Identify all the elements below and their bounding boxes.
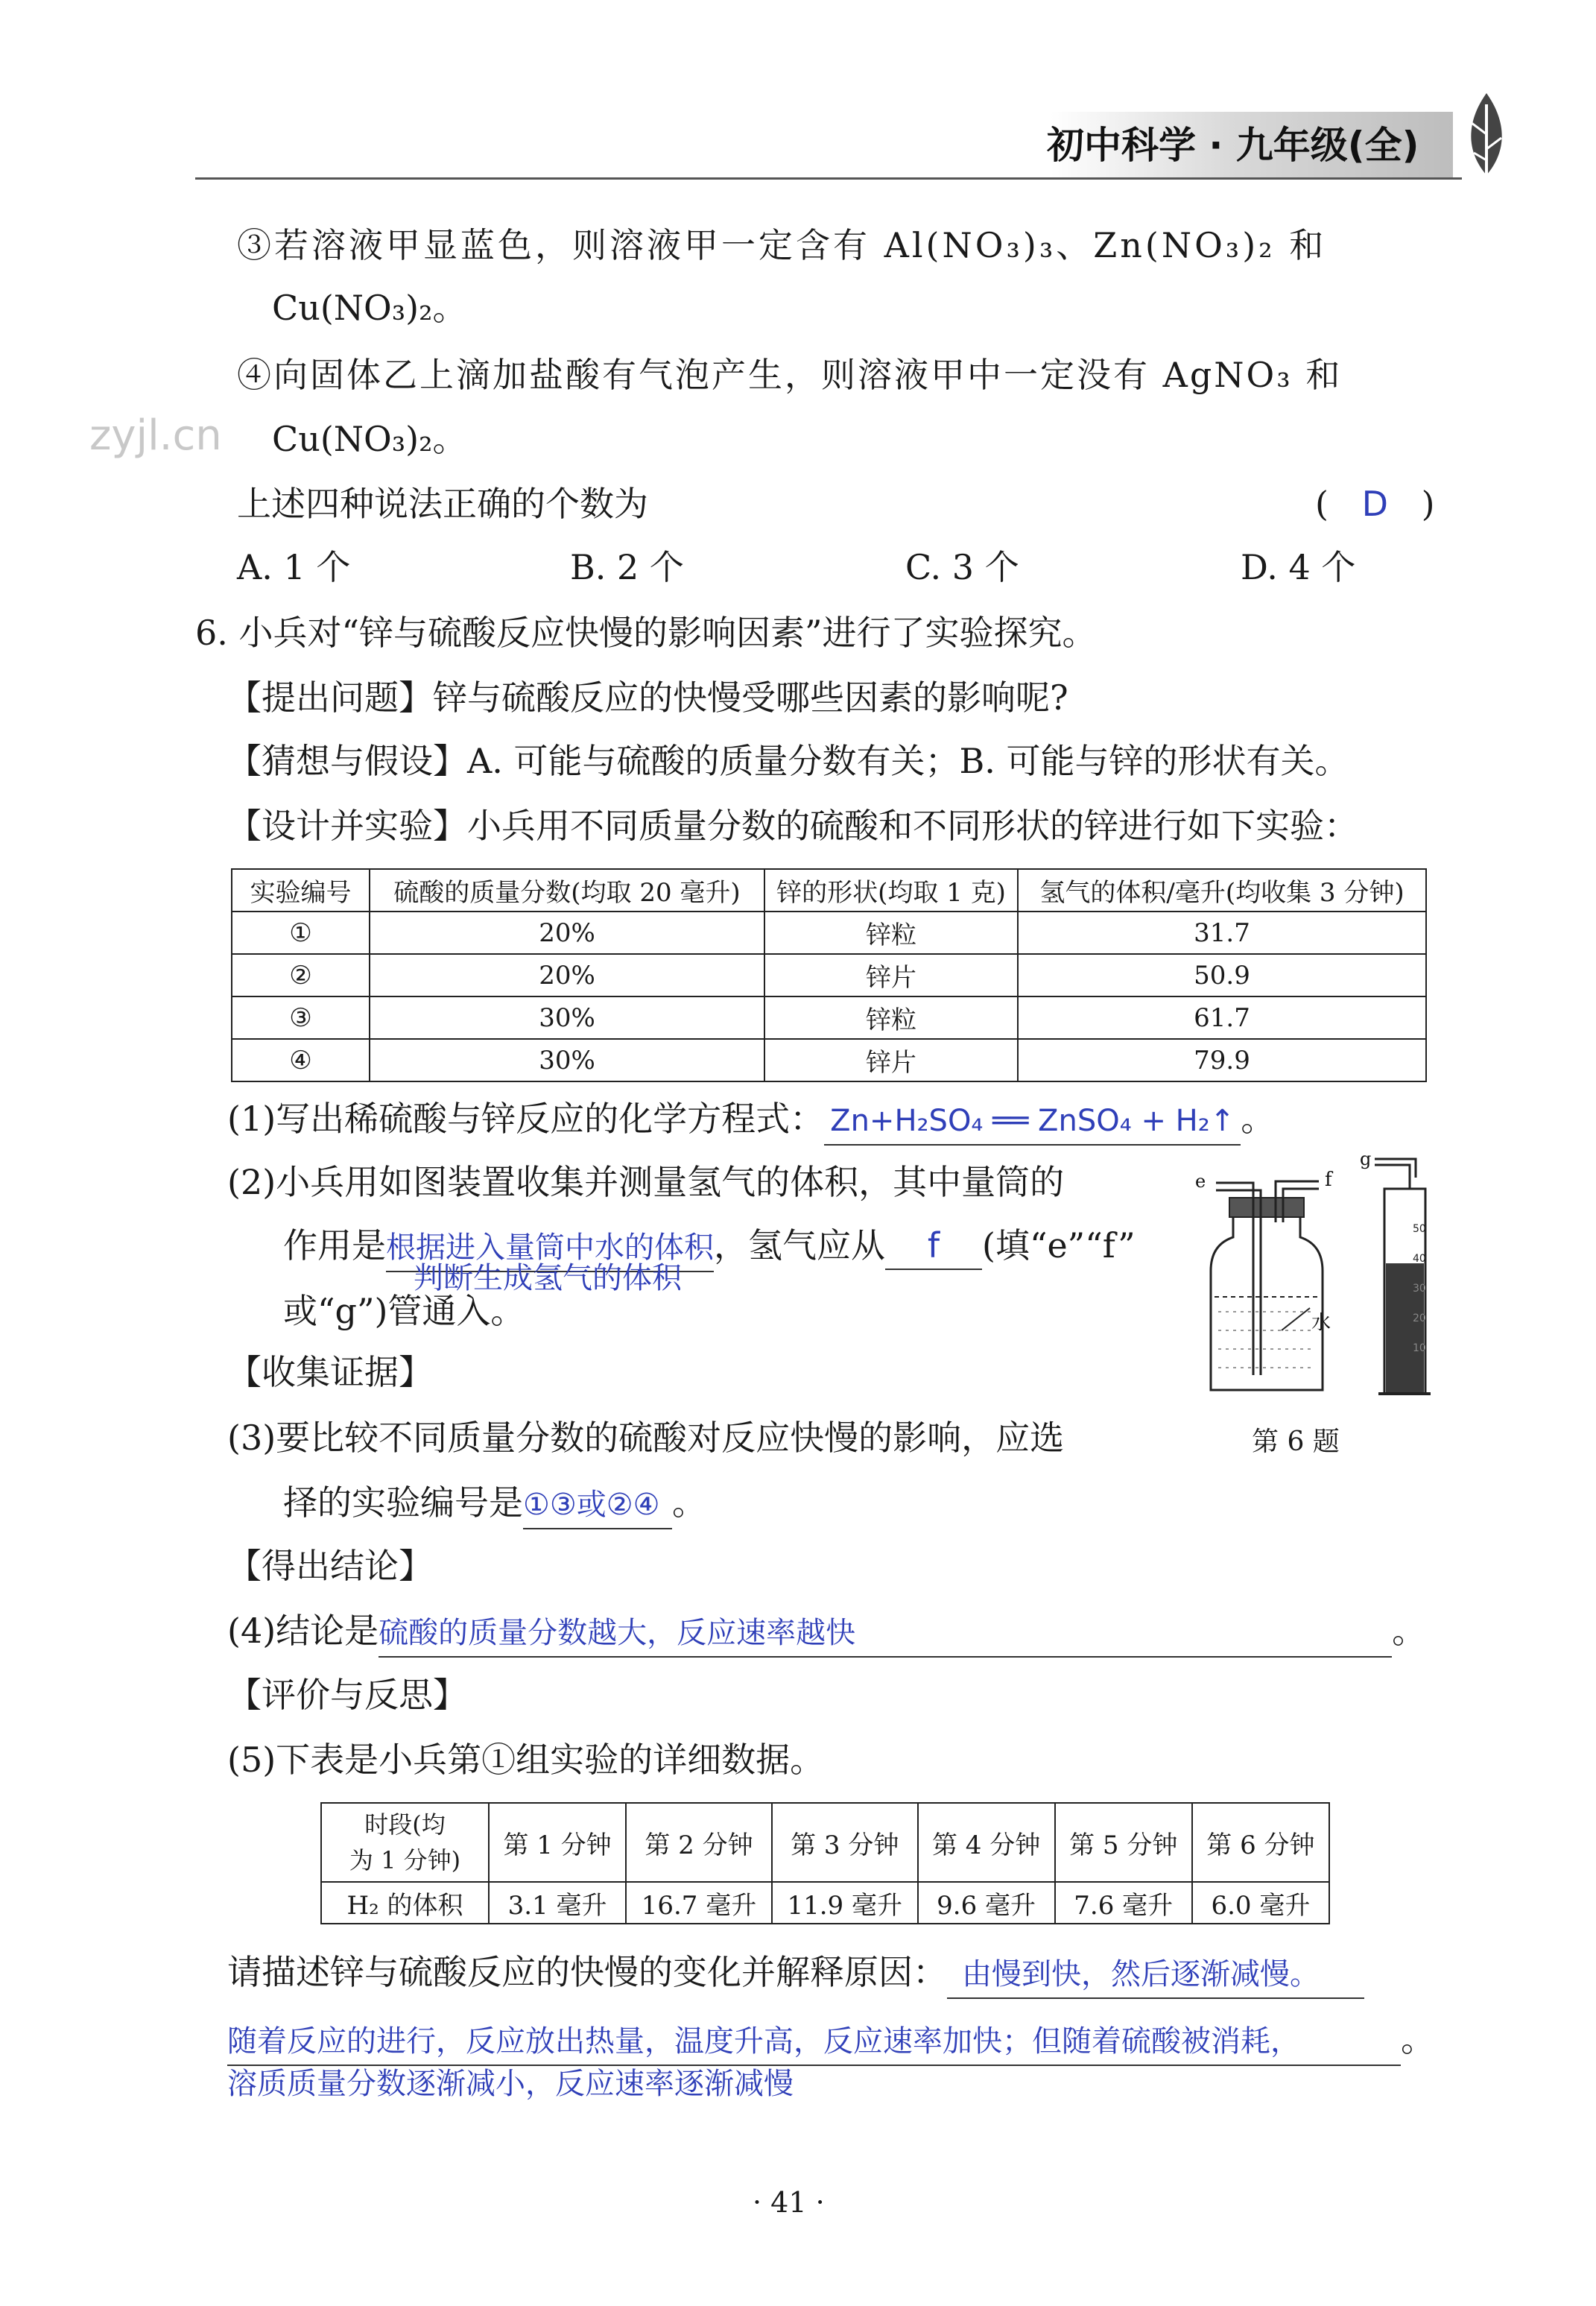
table-header-cell: 第 6 分钟 [1192, 1803, 1329, 1882]
q6-part1-end: 。 [1241, 1099, 1276, 1139]
q6-conclude-heading: 【得出结论】 [227, 1546, 433, 1586]
table-header-cell: 第 5 分钟 [1055, 1803, 1192, 1882]
label-water: 水 [1311, 1312, 1331, 1334]
table-row [321, 1882, 1329, 1924]
q6-describe-answer-2: 随着反应的进行，反应放出热量，温度升高，反应速率加快；但随着硫酸被消耗， [227, 2018, 1401, 2066]
q6-part2-answer-a: 根据进入量筒中水的体积 [386, 1225, 714, 1272]
table-cell: 锌片 [764, 1039, 1018, 1081]
table-header-cell: 第 4 分钟 [918, 1803, 1055, 1882]
scale-30: 30 [1413, 1283, 1426, 1295]
q6-part2-zuoyong: 作用是 [283, 1225, 386, 1266]
header-line-a: 时段(均 [364, 1810, 446, 1839]
table-row [232, 912, 1426, 954]
table-cell: 79.9 [1018, 1039, 1426, 1081]
q6-intro: 6. 小兵对“锌与硫酸反应快慢的影响因素”进行了实验探究。 [195, 613, 1097, 653]
q6-part2-tail: (填“e”“f” [982, 1225, 1136, 1266]
q5-option-b: B. 2 个 [570, 547, 684, 587]
header-rule [195, 177, 1462, 180]
q6-describe-line2 [227, 2016, 1435, 2066]
table-row [232, 996, 1426, 1039]
table-cell: 7.6 毫升 [1055, 1882, 1192, 1924]
q6-part4 [227, 1608, 1426, 1658]
table-header-cell: 锌的形状(均取 1 克) [764, 869, 1018, 912]
table-cell: 锌片 [764, 954, 1018, 996]
q5-statement-4-line2: Cu(NO₃)₂。 [272, 419, 467, 459]
q6-part1 [227, 1096, 1275, 1146]
q6-problem: 【提出问题】锌与硫酸反应的快慢受哪些因素的影响呢? [227, 677, 1068, 718]
q5-statement-4-line1: ④向固体乙上滴加盐酸有气泡产生，则溶液甲中一定没有 AgNO₃ 和 [237, 355, 1343, 395]
q6-part2-answer-b: 判断生成氢气的体积 [414, 1261, 682, 1295]
q5-option-a: A. 1 个 [237, 547, 351, 587]
q6-part4-label: (4)结论是 [227, 1611, 379, 1651]
q6-describe [227, 1949, 1364, 1999]
table-cell: 6.0 毫升 [1192, 1882, 1329, 1924]
q6-part2-answer-f: f [885, 1222, 982, 1270]
q6-reflect-heading: 【评价与反思】 [227, 1675, 467, 1715]
q5-answer-paren [1315, 481, 1435, 527]
table-cell: 3.1 毫升 [489, 1882, 626, 1924]
paren-right: ) [1421, 484, 1435, 524]
scale-40: 40 [1413, 1253, 1426, 1265]
q5-answer: D [1361, 484, 1388, 524]
q6-part3-line2 [283, 1479, 706, 1529]
q6-part3-answer: ①③或②④ [523, 1482, 672, 1529]
table-cell: 锌粒 [764, 912, 1018, 954]
table-row-label: H₂ 的体积 [321, 1882, 489, 1924]
table-cell: ① [232, 912, 370, 954]
label-g: g [1360, 1152, 1372, 1169]
table-header-cell: 第 1 分钟 [489, 1803, 626, 1882]
q6-describe-answer-3: 溶质质量分数逐渐减小，反应速率逐渐减慢 [227, 2067, 794, 2101]
table-row [232, 954, 1426, 996]
table-cell: 锌粒 [764, 996, 1018, 1039]
q6-part3-end: 。 [672, 1482, 706, 1523]
q5-option-d: D. 4 个 [1241, 547, 1356, 587]
table-cell: 61.7 [1018, 996, 1426, 1039]
scale-10: 10 [1413, 1342, 1426, 1354]
table-cell: ② [232, 954, 370, 996]
detail-table [320, 1802, 1330, 1924]
table-cell: ④ [232, 1039, 370, 1081]
q6-part2-line1: (2)小兵用如图装置收集并测量氢气的体积，其中量筒的 [227, 1162, 1065, 1202]
table-row [232, 1039, 1426, 1081]
table-cell: 30% [370, 1039, 764, 1081]
q6-hypothesis: 【猜想与假设】A. 可能与硫酸的质量分数有关；B. 可能与锌的形状有关。 [227, 741, 1349, 781]
table-cell: 50.9 [1018, 954, 1426, 996]
table-header-cell [321, 1803, 489, 1882]
label-e: e [1195, 1171, 1206, 1192]
q6-describe-answer-1: 由慢到快，然后逐渐减慢。 [947, 1951, 1364, 1999]
q6-describe-end: 。 [1401, 2019, 1435, 2059]
q6-part1-answer: Zn+H₂SO₄ ══ ZnSO₄ + H₂↑ [824, 1098, 1241, 1146]
table-cell: 20% [370, 912, 764, 954]
figure-caption: 第 6 题 [1252, 1427, 1340, 1457]
table-header-row [232, 869, 1426, 912]
table-cell: 11.9 毫升 [772, 1882, 918, 1924]
q6-part4-end: 。 [1392, 1611, 1427, 1651]
q5-option-c: C. 3 个 [905, 547, 1019, 587]
q6-part4-answer: 硫酸的质量分数越大，反应速率越快 [379, 1610, 1392, 1658]
table-cell: 16.7 毫升 [626, 1882, 772, 1924]
gas-bottle-icon [1211, 1181, 1323, 1390]
table-cell: 30% [370, 996, 764, 1039]
apparatus-figure [1192, 1152, 1438, 1405]
scale-50: 50 [1413, 1223, 1426, 1235]
table-header-row [321, 1803, 1329, 1882]
paren-left: ( [1315, 484, 1329, 524]
header-title: 初中科学 · 九年级(全) [1047, 124, 1419, 167]
q6-design: 【设计并实验】小兵用不同质量分数的硫酸和不同形状的锌进行如下实验： [227, 806, 1358, 846]
q6-part2-line2 [283, 1222, 1136, 1272]
watermark: zyjl.cn [89, 411, 222, 460]
label-f: f [1325, 1169, 1332, 1191]
scale-20: 20 [1413, 1312, 1426, 1324]
leaf-logo-icon [1453, 89, 1520, 183]
table-header-cell: 氢气的体积/毫升(均收集 3 分钟) [1018, 869, 1426, 912]
table-header-cell: 实验编号 [232, 869, 370, 912]
q6-part3-label: 择的实验编号是 [283, 1482, 523, 1523]
q6-part3-line1: (3)要比较不同质量分数的硫酸对反应快慢的影响，应选 [227, 1418, 1065, 1458]
table-cell: 9.6 毫升 [918, 1882, 1055, 1924]
experiment-table [231, 868, 1427, 1082]
q5-statement-3-line1: ③若溶液甲显蓝色，则溶液甲一定含有 Al(NO₃)₃、Zn(NO₃)₂ 和 [237, 225, 1327, 265]
q6-collect-heading: 【收集证据】 [227, 1352, 433, 1392]
table-cell: ③ [232, 996, 370, 1039]
measuring-cylinder-icon [1375, 1159, 1431, 1394]
q6-part1-label: (1)写出稀硫酸与锌反应的化学方程式： [227, 1099, 825, 1139]
q5-question: 上述四种说法正确的个数为 [237, 484, 648, 524]
table-cell: 31.7 [1018, 912, 1426, 954]
q6-part2-mid: ，氢气应从 [714, 1225, 885, 1266]
q5-statement-3-line2: Cu(NO₃)₂。 [272, 288, 467, 328]
table-cell: 20% [370, 954, 764, 996]
header-line-b: 为 1 分钟) [349, 1846, 461, 1874]
q6-describe-label: 请描述锌与硫酸反应的快慢的变化并解释原因： [227, 1952, 947, 1992]
table-header-cell: 硫酸的质量分数(均取 20 毫升) [370, 869, 764, 912]
page-number: · 41 · [753, 2186, 825, 2219]
q6-part2-line3: 或“g”)管通入。 [283, 1291, 525, 1331]
table-header-cell: 第 3 分钟 [772, 1803, 918, 1882]
q6-part5-line: (5)下表是小兵第①组实验的详细数据。 [227, 1740, 825, 1780]
table-header-cell: 第 2 分钟 [626, 1803, 772, 1882]
